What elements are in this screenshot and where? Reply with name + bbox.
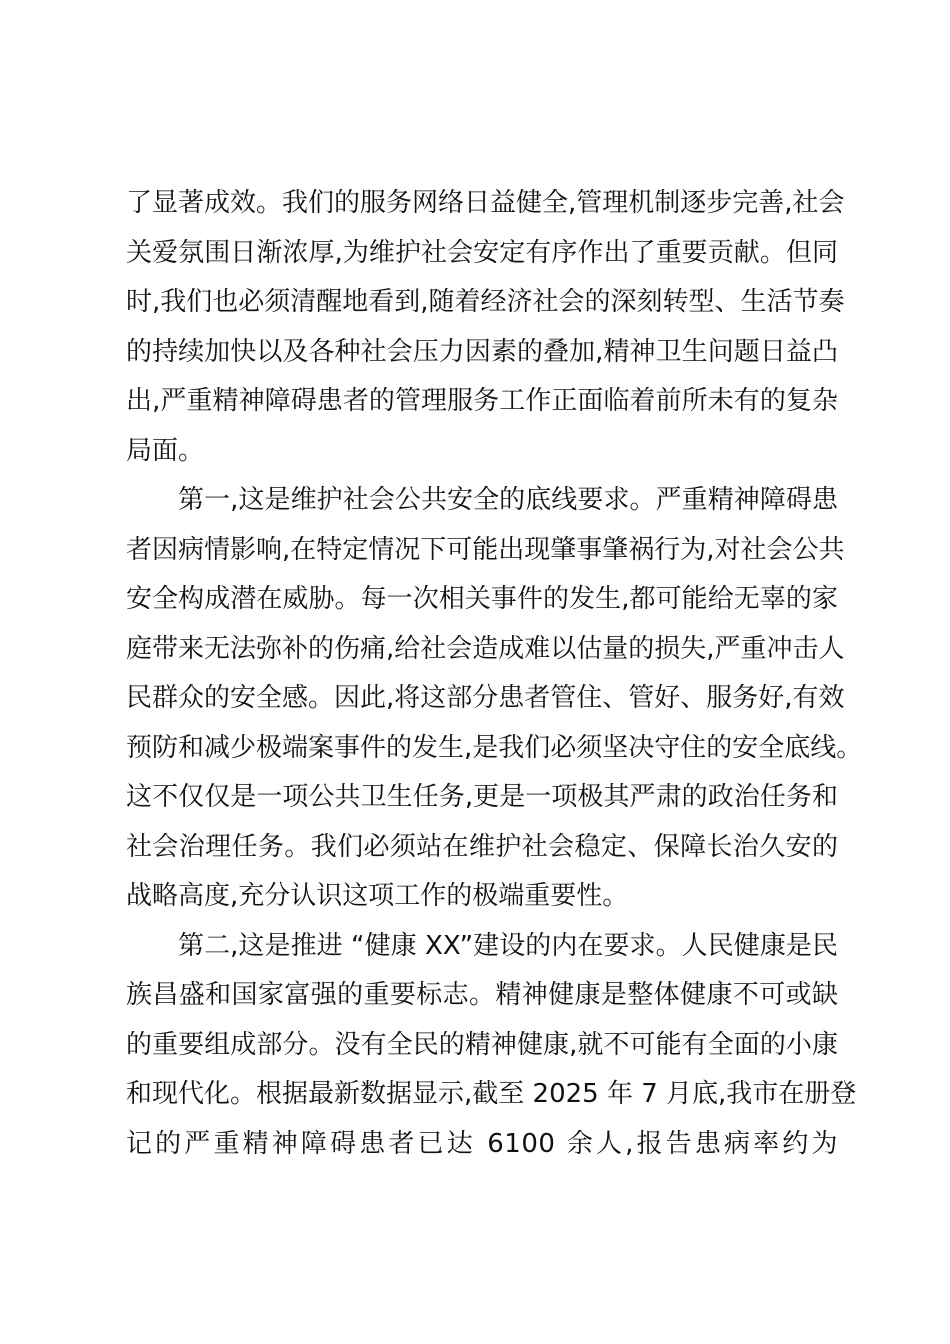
paragraph-line: 预防和减少极端案事件的发生,是我们必须坚决守住的安全底线。 (126, 732, 863, 763)
paragraph-line: 社会治理任务。我们必须站在维护社会稳定、保障长治久安的 (126, 831, 838, 862)
paragraph-line: 安全构成潜在威胁。每一次相关事件的发生,都可能给无辜的家 (126, 584, 838, 614)
paragraph-line: 的重要组成部分。没有全民的精神健康,就不可能有全面的小康 (126, 1029, 838, 1060)
paragraph-line: 时,我们也必须清醒地看到,随着经济社会的深刻转型、生活节奏 (126, 287, 845, 317)
paragraph-line: 了显著成效。我们的服务网络日益健全,管理机制逐步完善,社会 (126, 188, 845, 218)
paragraph-line: 者因病情影响,在特定情况下可能出现肇事肇祸行为,对社会公共 (126, 534, 845, 565)
paragraph-line: 和现代化。根据最新数据显示,截至 2025 年 7 月底,我市在册登 (126, 1079, 857, 1109)
paragraph-line: 民群众的安全感。因此,将这部分患者管住、管好、服务好,有效 (126, 683, 845, 713)
paragraph-line: 战略高度,充分认识这项工作的极端重要性。 (126, 881, 629, 911)
paragraph-line: 第一,这是维护社会公共安全的底线要求。严重精神障碍患 (178, 485, 838, 515)
paragraph-line: 这不仅仅是一项公共卫生任务,更是一项极其严肃的政治任务和 (126, 782, 838, 812)
paragraph-line: 局面。 (126, 435, 205, 466)
paragraph-line: 族昌盛和国家富强的重要标志。精神健康是整体健康不可或缺 (126, 980, 838, 1010)
paragraph-line: 的持续加快以及各种社会压力因素的叠加,精神卫生问题日益凸 (126, 336, 838, 367)
document-body (126, 179, 863, 1169)
paragraph-line: 第二,这是推进 “健康 XX”建设的内在要求。人民健康是民 (178, 930, 838, 961)
paragraph-line: 记的严重精神障碍患者已达 6100 余人,报告患病率约为 (126, 1128, 838, 1159)
paragraph-line: 出,严重精神障碍患者的管理服务工作正面临着前所未有的复杂 (126, 386, 838, 416)
paragraph-line: 庭带来无法弥补的伤痛,给社会造成难以估量的损失,严重冲击人 (126, 633, 845, 664)
paragraph-line: 关爱氛围日渐浓厚,为维护社会安定有序作出了重要贡献。但同 (126, 237, 838, 268)
